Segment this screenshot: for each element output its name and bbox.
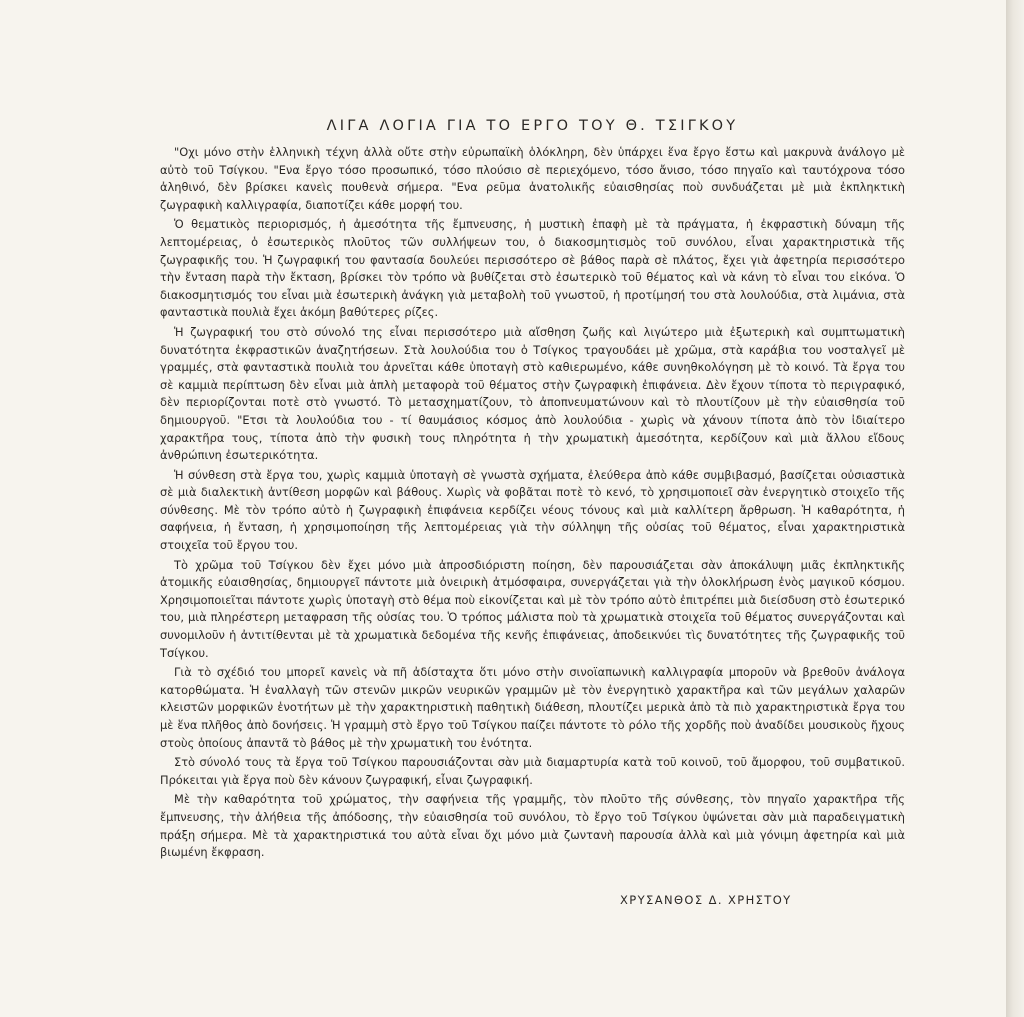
author-signature: ΧΡΥΣΑΝΘΟΣ Δ. ΧΡΗΣΤΟΥ (620, 893, 792, 907)
paragraph-3: Ἡ ζωγραφική του στὸ σύνολό της εἶναι περισσότερο μιὰ αἴσθηση ζωῆς καὶ λιγώτερο μιὰ ἐξωτερικὴ καὶ συμπτωματικὴ δυνατότητα ἐκφραστικῶν ἀναζητήσεων. Στὰ λουλούδια του ὁ Τσίγκος τραγουδάει μὲ χρῶμα, στὰ καράβια του νοσταλγεῖ μὲ γραμμές, στὰ φανταστικὰ πουλιὰ του ἀρνεῖται κάθε ὑποταγὴ στὸ καθιερωμένο, κάθε συνηθκολόγηση μὲ τὸ κοινό. Τὰ ἔργα του σὲ καμμιὰ περίπτωση δὲν εἶναι μιὰ ἁπλὴ μεταφορὰ τοῦ θέματος στὴν ζωγραφικὴ ἐπιφάνεια. Δὲν ἔχουν τίποτα τὸ περιγραφικό, δὲν περιορίζονται ποτὲ στὸ γνωστό. Τὸ μετασχηματίζουν, τὸ ἀποπνευματώνουν καὶ τὸ πλουτίζουν μὲ τὴν εὐαισθησία τοῦ δημιουργοῦ. "Ετσι τὰ λουλούδια του - τί θαυμάσιος κόσμος ἀπὸ λουλούδια - χωρὶς νὰ χάνουν τίποτα ἀπὸ τὸν ἰδιαίτερο χαρακτῆρα τους, τίποτα ἀπὸ τὴν φυσικὴ τους πληρότητα ἡ τὴν χρωματικὴ ἀμεσότητα, κερδίζουν καὶ μιὰ ἄλλου εἴδους ἀνθρώπινη ἐσωτερικότητα. (160, 324, 905, 463)
document-title: ΛΙΓΑ ΛΟΓΙΑ ΓΙΑ ΤΟ ΕΡΓΟ ΤΟΥ Θ. ΤΣΙΓΚΟΥ (326, 118, 739, 134)
paragraph-6: Γιὰ τὸ σχέδιό του μπορεῖ κανεὶς νὰ πῆ ἀδίσταχτα ὅτι μόνο στὴν σινοϊαπωνικὴ καλλιγραφία μποροῦν νὰ βρεθοῦν ἀνάλογα κατορθώματα. Ἡ ἐναλλαγὴ τῶν στενῶν μικρῶν νευρικῶν γραμμῶν μὲ τὸν ἐνεργητικὸ χαρακτῆρα καὶ τῶν μεγάλων χαλαρῶν κλειστῶν μορφικῶν ἑνοτήτων μὲ τὴν χαρακτηριστικὴ παθητικὴ διάθεση, πλουτίζει μερικὰ ἀπὸ τὰ πιὸ χαρακτηριστικὰ ἔργα του μὲ ἕνα πλῆθος ἀπὸ δονήσεις. Ἡ γραμμὴ στὸ ἔργο τοῦ Τσίγκου παίζει πάντοτε τὸ ρόλο τῆς χορδῆς ποὺ ἀναδίδει μουσικοὺς ἤχους στοὺς ὁποίους ἀπαντᾶ τὸ βάθος μὲ τὴν χρωματικὴ του ἑνότητα. (160, 665, 905, 750)
paragraph-8: Μὲ τὴν καθαρότητα τοῦ χρώματος, τὴν σαφήνεια τῆς γραμμῆς, τὸν πλοῦτο τῆς σύνθεσης, τὸν πηγαῖο χαρακτῆρα τῆς ἔμπνευσης, τὴν ἀλήθεια τῆς ἀπόδοσης, τὴν εὐαισθησία τοῦ συνόλου, τὸ ἔργο τοῦ Τσίγκου ὑψώνεται σὰν μιὰ παραδειγματικὴ πράξη σήμερα. Μὲ τὰ χαρακτηριστικά του αὐτὰ εἶναι ὄχι μόνο μιὰ ζωντανὴ παρουσία ἀλλὰ καὶ μιὰ γόνιμη ἀφετηρία καὶ μιὰ βιωμένη ἔκφραση. (160, 792, 905, 860)
document-body (160, 118, 905, 862)
paragraph-4: Ἡ σύνθεση στὰ ἔργα του, χωρὶς καμμιὰ ὑποταγὴ σὲ γνωστὰ σχήματα, ἐλεύθερα ἀπὸ κάθε συμβιβασμό, βασίζεται οὐσιαστικὰ σὲ μιὰ διαλεκτικὴ ἀντίθεση μορφῶν καὶ βάθους. Χωρὶς νὰ φοβᾶται ποτὲ τὸ κενό, τὸ χρησιμοποιεῖ σὰν ἐνεργητικὸ στοιχεῖο τῆς σύνθεσης. Μὲ τὸν τρόπο αὐτὸ ἡ ζωγραφικὴ ἐπιφάνεια κερδίζει νέους τόνους καὶ μιὰ καλλίτερη ἄρθρωση. Ἡ καθαρότητα, ἡ σαφήνεια, ἡ ἔνταση, ἡ χρησιμοποίηση τῆς λεπτομέρειας γιὰ τὴν σύλληψη τῆς οὐσίας τοῦ θέματος, εἶναι χαρακτηριστικὰ στοιχεῖα τοῦ ἔργου του. (160, 467, 905, 553)
page-edge (1006, 0, 1024, 1017)
paragraph-5: Τὸ χρῶμα τοῦ Τσίγκου δὲν ἔχει μόνο μιὰ ἀπροσδιόριστη ποίηση, δὲν παρουσιάζεται σὰν ἀποκάλυψη μιᾶς ἐκπληκτικῆς ἀτομικῆς εὐαισθησίας, δημιουργεῖ πάντοτε μιὰ ὀνειρικὴ ἀτμόσφαιρα, συνεργάζεται γιὰ τὴν ὁλοκλήρωση ἑνὸς μαγικοῦ κόσμου. Χρησιμοποιεῖται πάντοτε χωρὶς ὑποταγὴ στὸ θέμα ποὺ εἰκονίζεται καὶ μὲ τὸν τρόπο αὐτὸ ἐπιτρέπει μιὰ διείσδυση στὸ ἐσωτερικό του, μιὰ πληρέστερη μεταφραση τῆς οὐσίας του. Ὁ τρόπος μάλιστα ποὺ τὰ χρωματικὰ στοιχεῖα τοῦ θέματος συνεργάζονται καὶ συνομιλοῦν ἡ ἀντιτίθενται μὲ τὰ χρωματικὰ δεδομένα τῆς κενῆς ἐπιφάνειας, ἀποδεικνύει τὶς δυνατότητες τῆς ζωγραφικῆς τοῦ Τσίγκου. (160, 557, 905, 660)
paragraph-7: Στὸ σύνολό τους τὰ ἔργα τοῦ Τσίγκου παρουσιάζονται σὰν μιὰ διαμαρτυρία κατὰ τοῦ κοινοῦ, τοῦ ἄμορφου, τοῦ συμβατικοῦ. Πρόκειται γιὰ ἔργα ποὺ δὲν κάνουν ζωγραφική, εἶναι ζωγραφική. (160, 755, 905, 787)
paragraph-1: "Οχι μόνο στὴν ἑλληνικὴ τέχνη ἀλλὰ οὔτε στὴν εὐρωπαϊκὴ ὁλόκληρη, δὲν ὑπάρχει ἕνα ἔργο ἔστω καὶ μακρυνὰ ἀνάλογο μὲ αὐτὸ τοῦ Τσίγκου. "Ενα ἔργο τόσο προσωπικό, τόσο πλούσιο σὲ περιεχόμενο, τόσο ἄνισο, τόσο πηγαῖο καὶ ταυτόχρονα τόσο ἀληθινό, δὲν βρίσκει κανεὶς πουθενὰ σήμερα. "Ενα ρεῦμα ἀνατολικῆς εὐαισθησίας ποὺ συνδυάζεται μὲ μιὰ ἐκπληκτικὴ ζωγραφικὴ καλλιγραφία, διαποτίζει κάθε μορφή του. (160, 145, 905, 212)
paragraph-2: Ὁ θεματικὸς περιορισμός, ἡ ἀμεσότητα τῆς ἔμπνευσης, ἡ μυστικὴ ἐπαφὴ μὲ τὰ πράγματα, ἡ ἐκφραστικὴ δύναμη τῆς λεπτομέρειας, ὁ ἐσωτερικὸς πλοῦτος τῶν συλλήψεων του, ὁ διακοσμητισμὸς τοῦ συνόλου, εἶναι χαρακτηριστικὰ τῆς ζωγραφικῆς του. Ἡ ζωγραφική του φαντασία δουλεύει περισσότερο σὲ βάθος παρὰ σὲ πλάτος, ἔχει γιὰ ἀφετηρία περισσότερο τὴν ἔνταση παρὰ τὴν ἔκταση, βρίσκει τὸν τρόπο νὰ βυθίζεται στὸ ἐσωτερικὸ τοῦ θέματος καὶ νὰ κάνη τὸ εἶναι του εἰκόνα. Ὁ διακοσμητισμός του εἶναι μιὰ ἐσωτερικὴ ἀνάγκη γιὰ μεταβολὴ τοῦ γνωστοῦ, ἡ προτίμησή του στὰ λουλούδια, στὰ λιμάνια, στὰ φανταστικὰ πουλιὰ ἔχει ἀκόμη βαθύτερες ρίζες. (160, 217, 905, 320)
